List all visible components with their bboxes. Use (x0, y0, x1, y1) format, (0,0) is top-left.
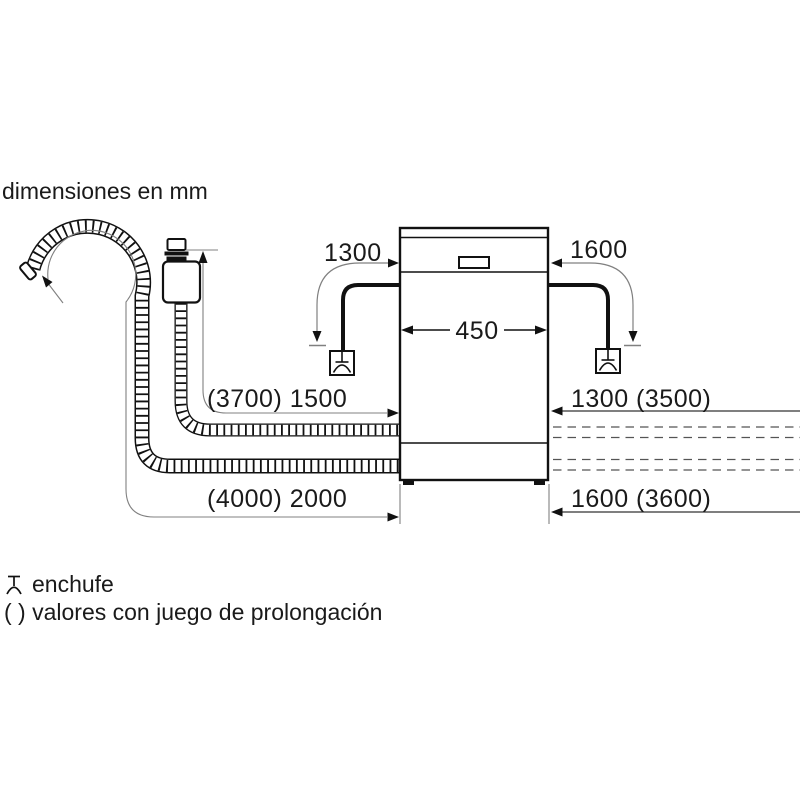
hoses-right-dashed (553, 427, 800, 470)
legend (4, 571, 382, 625)
cable-right-label: 1600 (570, 236, 628, 264)
door-handle (459, 257, 489, 268)
supply-hose-right-label: 1300 (3500) (571, 385, 712, 413)
dim-cable-right-1600 (551, 236, 641, 346)
supply-hose-left-label: (3700) 1500 (207, 385, 348, 413)
arrow-left-icon (551, 508, 563, 517)
legend-parens-label: ( ) valores con juego de prolongación (4, 599, 383, 625)
dishwasher (400, 228, 548, 485)
plug-socket-left (330, 351, 354, 375)
legend-plug-label: enchufe (32, 571, 114, 597)
foot-right (534, 480, 545, 485)
arrow-up-icon (199, 251, 208, 263)
diagram-title: dimensiones en mm (2, 178, 208, 204)
arrow-up-left-icon (42, 276, 53, 288)
foot-left (403, 480, 414, 485)
arrow-down-icon (629, 331, 638, 342)
cable-left-label: 1300 (324, 239, 382, 267)
water-tap-valve (163, 239, 200, 303)
drain-hose-right-label: 1600 (3600) (571, 485, 712, 513)
arrow-right-icon (388, 513, 400, 522)
dim-drain-hose-right (551, 485, 800, 517)
arrow-right-icon (388, 409, 400, 418)
width-label: 450 (455, 317, 499, 345)
plug-icon (7, 577, 21, 595)
arrow-left-icon (551, 259, 562, 268)
dim-cable-left-1300 (309, 239, 399, 346)
arrow-down-icon (313, 331, 322, 342)
plug-socket-right (596, 349, 620, 373)
dim-supply-hose-right (551, 385, 800, 416)
arrow-right-icon (388, 259, 399, 268)
drain-hose-left-label: (4000) 2000 (207, 485, 348, 513)
arrow-left-icon (551, 407, 563, 416)
dim-supply-hose-left (186, 250, 399, 418)
power-cable-right (548, 285, 608, 349)
power-cable-left (343, 285, 400, 351)
